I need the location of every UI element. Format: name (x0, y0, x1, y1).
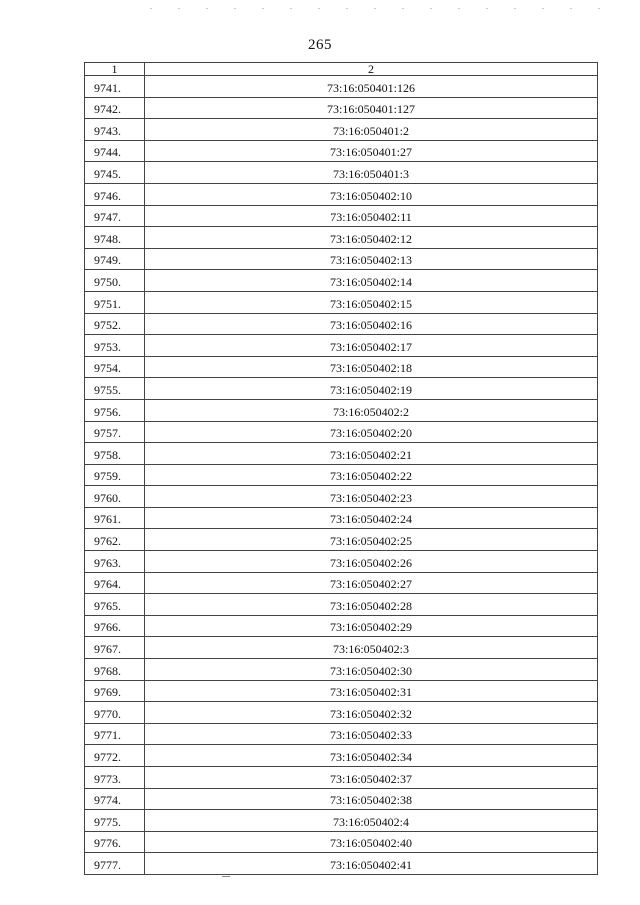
row-number-cell: 9761. (85, 507, 145, 529)
table-row (85, 594, 598, 616)
row-number-cell: 9770. (85, 702, 145, 724)
table-header-row (85, 63, 598, 76)
cadastral-number-cell: 73:16:050402:13 (145, 248, 598, 270)
table-row (85, 464, 598, 486)
cadastral-number-cell: 73:16:050401:2 (145, 119, 598, 141)
table-row (85, 723, 598, 745)
table-row (85, 76, 598, 98)
cadastral-number-cell: 73:16:050402:30 (145, 659, 598, 681)
row-number-cell: 9767. (85, 637, 145, 659)
table-row (85, 680, 598, 702)
table-row (85, 205, 598, 227)
row-number-cell: 9762. (85, 529, 145, 551)
row-number-cell: 9756. (85, 399, 145, 421)
cadastral-number-cell: 73:16:050402:15 (145, 291, 598, 313)
table-row (85, 119, 598, 141)
cadastral-number-cell: 73:16:050402:29 (145, 615, 598, 637)
table-row (85, 831, 598, 853)
table-row (85, 270, 598, 292)
row-number-cell: 9765. (85, 594, 145, 616)
table-row (85, 227, 598, 249)
row-number-cell: 9776. (85, 831, 145, 853)
cadastral-number-cell: 73:16:050401:27 (145, 140, 598, 162)
cadastral-number-cell: 73:16:050402:32 (145, 702, 598, 724)
cadastral-number-cell: 73:16:050402:31 (145, 680, 598, 702)
table-row (85, 486, 598, 508)
row-number-cell: 9773. (85, 767, 145, 789)
column-header-number: 1 (85, 63, 145, 76)
table-row (85, 378, 598, 400)
row-number-cell: 9755. (85, 378, 145, 400)
cadastral-number-cell: 73:16:050402:3 (145, 637, 598, 659)
table-row (85, 853, 598, 875)
cadastral-number-cell: 73:16:050402:19 (145, 378, 598, 400)
scan-artifact-top (150, 8, 610, 9)
row-number-cell: 9763. (85, 551, 145, 573)
table-row (85, 788, 598, 810)
cadastral-number-cell: 73:16:050402:26 (145, 551, 598, 573)
table-row (85, 162, 598, 184)
row-number-cell: 9741. (85, 76, 145, 98)
table-row (85, 745, 598, 767)
row-number-cell: 9746. (85, 183, 145, 205)
cadastral-number-cell: 73:16:050402:33 (145, 723, 598, 745)
cadastral-number-cell: 73:16:050402:20 (145, 421, 598, 443)
table-row (85, 507, 598, 529)
table-row (85, 97, 598, 119)
row-number-cell: 9758. (85, 443, 145, 465)
cadastral-number-cell: 73:16:050402:25 (145, 529, 598, 551)
cadastral-number-cell: 73:16:050402:22 (145, 464, 598, 486)
row-number-cell: 9751. (85, 291, 145, 313)
table-row (85, 140, 598, 162)
table-row (85, 183, 598, 205)
row-number-cell: 9742. (85, 97, 145, 119)
row-number-cell: 9744. (85, 140, 145, 162)
cadastral-number-cell: 73:16:050402:17 (145, 335, 598, 357)
table-row (85, 443, 598, 465)
table-row (85, 659, 598, 681)
cadastral-number-cell: 73:16:050402:14 (145, 270, 598, 292)
row-number-cell: 9759. (85, 464, 145, 486)
cadastral-number-cell: 73:16:050402:27 (145, 572, 598, 594)
cadastral-number-cell: 73:16:050402:38 (145, 788, 598, 810)
cadastral-number-cell: 73:16:050402:28 (145, 594, 598, 616)
cadastral-number-cell: 73:16:050402:23 (145, 486, 598, 508)
row-number-cell: 9750. (85, 270, 145, 292)
cadastral-number-cell: 73:16:050402:4 (145, 810, 598, 832)
row-number-cell: 9748. (85, 227, 145, 249)
row-number-cell: 9760. (85, 486, 145, 508)
row-number-cell: 9754. (85, 356, 145, 378)
table-row (85, 313, 598, 335)
row-number-cell: 9771. (85, 723, 145, 745)
row-number-cell: 9753. (85, 335, 145, 357)
cadastral-table (84, 62, 598, 875)
table-row (85, 615, 598, 637)
row-number-cell: 9769. (85, 680, 145, 702)
row-number-cell: 9747. (85, 205, 145, 227)
cadastral-number-cell: 73:16:050402:18 (145, 356, 598, 378)
table-row (85, 291, 598, 313)
table-row (85, 421, 598, 443)
table-row (85, 767, 598, 789)
row-number-cell: 9757. (85, 421, 145, 443)
cadastral-number-cell: 73:16:050402:16 (145, 313, 598, 335)
table-row (85, 551, 598, 573)
row-number-cell: 9749. (85, 248, 145, 270)
table-row (85, 529, 598, 551)
table-row (85, 356, 598, 378)
cadastral-number-cell: 73:16:050401:126 (145, 76, 598, 98)
table-row (85, 572, 598, 594)
row-number-cell: 9752. (85, 313, 145, 335)
row-number-cell: 9766. (85, 615, 145, 637)
scan-artifact-bottom (222, 876, 230, 877)
row-number-cell: 9745. (85, 162, 145, 184)
row-number-cell: 9777. (85, 853, 145, 875)
cadastral-number-cell: 73:16:050402:10 (145, 183, 598, 205)
cadastral-number-cell: 73:16:050402:2 (145, 399, 598, 421)
column-header-cadastral-number: 2 (145, 63, 598, 76)
row-number-cell: 9768. (85, 659, 145, 681)
row-number-cell: 9774. (85, 788, 145, 810)
row-number-cell: 9775. (85, 810, 145, 832)
cadastral-number-cell: 73:16:050402:37 (145, 767, 598, 789)
table-row (85, 810, 598, 832)
cadastral-number-cell: 73:16:050402:11 (145, 205, 598, 227)
cadastral-number-cell: 73:16:050402:34 (145, 745, 598, 767)
table-row (85, 637, 598, 659)
cadastral-number-cell: 73:16:050402:24 (145, 507, 598, 529)
cadastral-number-cell: 73:16:050402:41 (145, 853, 598, 875)
table-row (85, 399, 598, 421)
cadastral-number-cell: 73:16:050402:12 (145, 227, 598, 249)
table-row (85, 702, 598, 724)
row-number-cell: 9743. (85, 119, 145, 141)
cadastral-number-cell: 73:16:050401:127 (145, 97, 598, 119)
table-row (85, 335, 598, 357)
cadastral-number-cell: 73:16:050402:21 (145, 443, 598, 465)
cadastral-number-cell: 73:16:050401:3 (145, 162, 598, 184)
table-body (85, 76, 598, 875)
row-number-cell: 9772. (85, 745, 145, 767)
row-number-cell: 9764. (85, 572, 145, 594)
cadastral-number-cell: 73:16:050402:40 (145, 831, 598, 853)
page-number: 265 (308, 37, 332, 53)
table-row (85, 248, 598, 270)
